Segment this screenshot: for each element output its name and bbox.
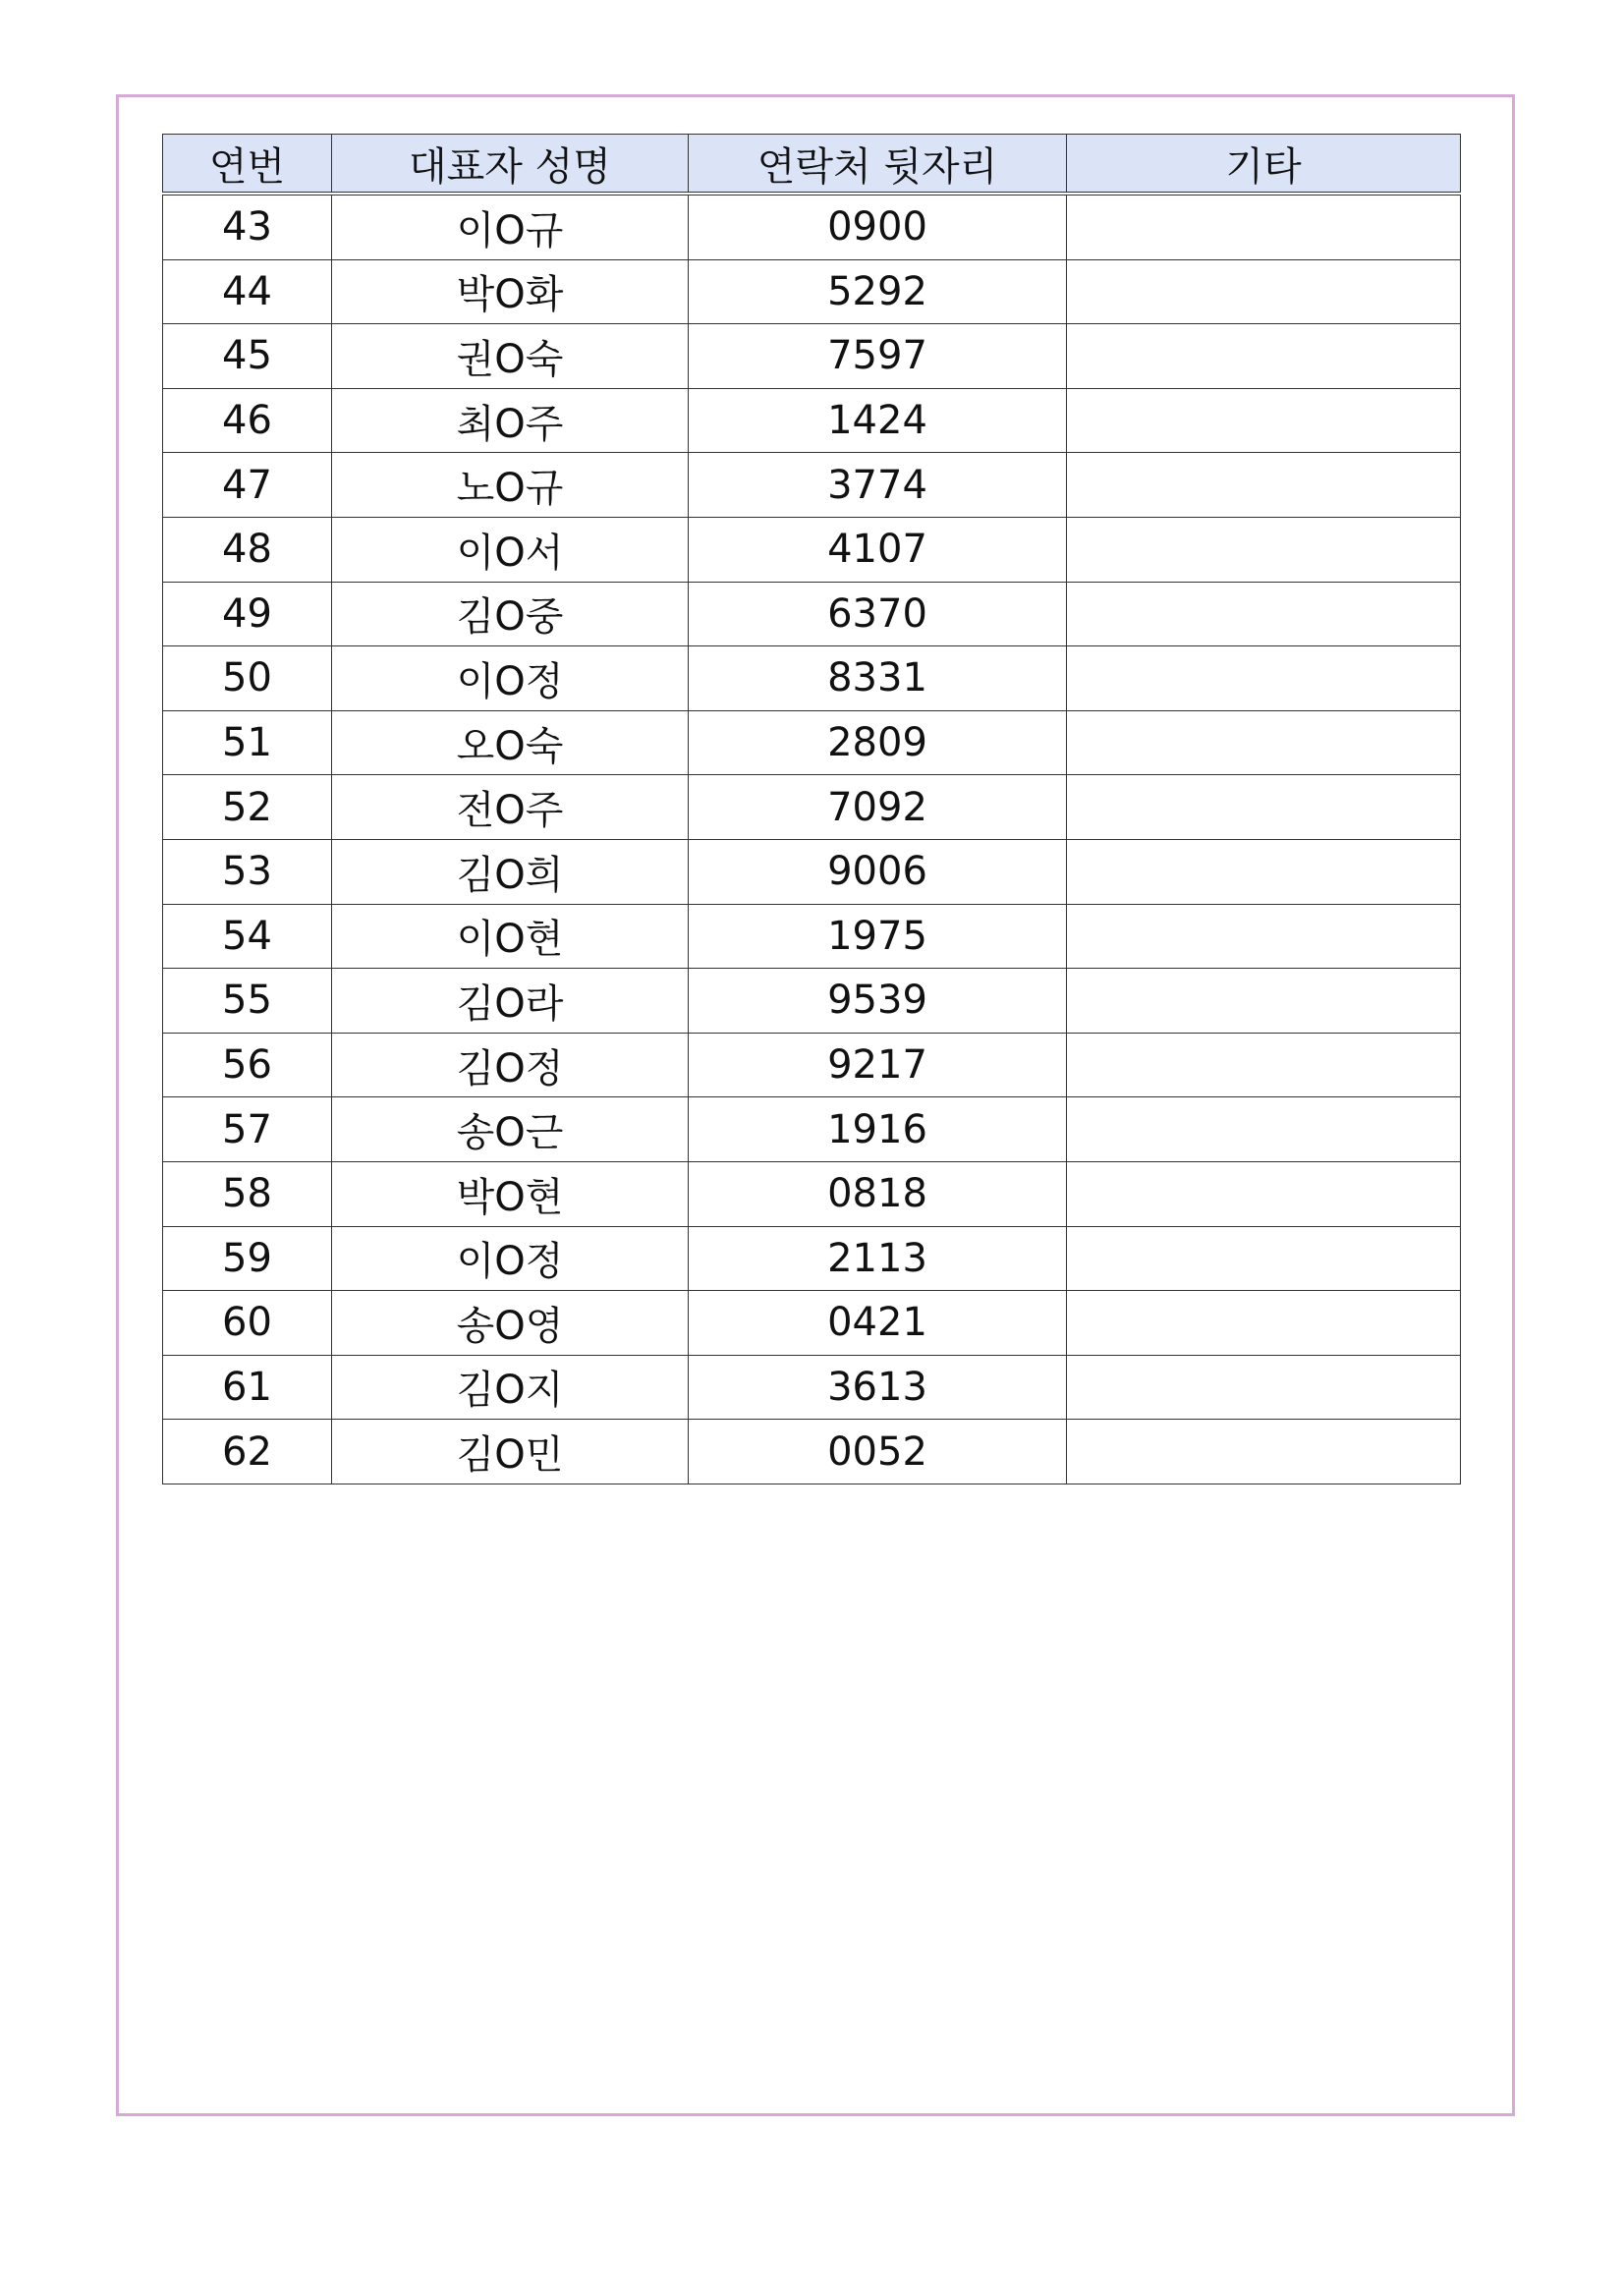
- table-row: [163, 1291, 1461, 1356]
- table-row: [163, 453, 1461, 518]
- table-row: [163, 839, 1461, 904]
- cell-etc: [1067, 710, 1461, 775]
- table-row: [163, 1420, 1461, 1484]
- cell-no: 47: [163, 453, 332, 518]
- cell-phone: 0900: [689, 194, 1067, 259]
- cell-no: 45: [163, 324, 332, 389]
- cell-no: 61: [163, 1355, 332, 1420]
- cell-no: 51: [163, 710, 332, 775]
- cell-no: 50: [163, 646, 332, 711]
- cell-etc: [1067, 1033, 1461, 1097]
- cell-no: 60: [163, 1291, 332, 1356]
- cell-etc: [1067, 259, 1461, 324]
- cell-name: 송O근: [332, 1097, 689, 1162]
- roster-table: [162, 134, 1461, 1484]
- cell-name: 김O중: [332, 582, 689, 646]
- cell-name: 오O숙: [332, 710, 689, 775]
- cell-no: 54: [163, 904, 332, 969]
- cell-phone: 0421: [689, 1291, 1067, 1356]
- cell-phone: 1916: [689, 1097, 1067, 1162]
- table-row: [163, 1355, 1461, 1420]
- cell-etc: [1067, 1355, 1461, 1420]
- cell-phone: 5292: [689, 259, 1067, 324]
- cell-etc: [1067, 1161, 1461, 1226]
- table-row: [163, 582, 1461, 646]
- cell-no: 52: [163, 775, 332, 840]
- table-row: [163, 1033, 1461, 1097]
- table-body: [163, 194, 1461, 1484]
- cell-name: 권O숙: [332, 324, 689, 389]
- table-row: [163, 1097, 1461, 1162]
- cell-no: 55: [163, 969, 332, 1034]
- table-row: [163, 324, 1461, 389]
- cell-phone: 7597: [689, 324, 1067, 389]
- cell-no: 58: [163, 1161, 332, 1226]
- cell-phone: 2113: [689, 1226, 1067, 1291]
- cell-phone: 0818: [689, 1161, 1067, 1226]
- cell-no: 57: [163, 1097, 332, 1162]
- cell-etc: [1067, 904, 1461, 969]
- table-row: [163, 710, 1461, 775]
- table-row: [163, 259, 1461, 324]
- cell-no: 49: [163, 582, 332, 646]
- cell-phone: 9217: [689, 1033, 1067, 1097]
- cell-name: 전O주: [332, 775, 689, 840]
- cell-name: 박O화: [332, 259, 689, 324]
- cell-name: 김O희: [332, 839, 689, 904]
- cell-name: 이O서: [332, 517, 689, 582]
- cell-etc: [1067, 1226, 1461, 1291]
- cell-etc: [1067, 969, 1461, 1034]
- table-row: [163, 904, 1461, 969]
- cell-etc: [1067, 775, 1461, 840]
- cell-no: 59: [163, 1226, 332, 1291]
- cell-name: 노O규: [332, 453, 689, 518]
- cell-phone: 6370: [689, 582, 1067, 646]
- cell-name: 박O현: [332, 1161, 689, 1226]
- cell-etc: [1067, 453, 1461, 518]
- table-row: [163, 1161, 1461, 1226]
- cell-name: 최O주: [332, 388, 689, 453]
- header-phone: 연락처 뒷자리: [689, 135, 1067, 195]
- cell-phone: 1975: [689, 904, 1067, 969]
- cell-etc: [1067, 324, 1461, 389]
- cell-no: 48: [163, 517, 332, 582]
- cell-phone: 4107: [689, 517, 1067, 582]
- cell-etc: [1067, 1291, 1461, 1356]
- table-header: [163, 135, 1461, 195]
- cell-name: 김O정: [332, 1033, 689, 1097]
- cell-phone: 9539: [689, 969, 1067, 1034]
- cell-phone: 9006: [689, 839, 1067, 904]
- cell-name: 이O정: [332, 646, 689, 711]
- cell-phone: 3774: [689, 453, 1067, 518]
- cell-etc: [1067, 1097, 1461, 1162]
- cell-no: 62: [163, 1420, 332, 1484]
- header-no: 연번: [163, 135, 332, 195]
- table-row: [163, 388, 1461, 453]
- cell-etc: [1067, 1420, 1461, 1484]
- cell-etc: [1067, 194, 1461, 259]
- cell-phone: 8331: [689, 646, 1067, 711]
- cell-no: 46: [163, 388, 332, 453]
- table-row: [163, 775, 1461, 840]
- cell-name: 이O정: [332, 1226, 689, 1291]
- cell-etc: [1067, 388, 1461, 453]
- table-row: [163, 194, 1461, 259]
- cell-phone: 2809: [689, 710, 1067, 775]
- cell-name: 김O민: [332, 1420, 689, 1484]
- cell-phone: 3613: [689, 1355, 1067, 1420]
- cell-name: 김O지: [332, 1355, 689, 1420]
- cell-phone: 1424: [689, 388, 1067, 453]
- cell-no: 44: [163, 259, 332, 324]
- cell-etc: [1067, 517, 1461, 582]
- header-etc: 기타: [1067, 135, 1461, 195]
- cell-name: 김O라: [332, 969, 689, 1034]
- header-name: 대표자 성명: [332, 135, 689, 195]
- cell-etc: [1067, 582, 1461, 646]
- cell-no: 43: [163, 194, 332, 259]
- cell-name: 이O현: [332, 904, 689, 969]
- cell-phone: 0052: [689, 1420, 1067, 1484]
- table-row: [163, 1226, 1461, 1291]
- table-row: [163, 646, 1461, 711]
- header-row: [163, 135, 1461, 195]
- table-row: [163, 517, 1461, 582]
- cell-etc: [1067, 646, 1461, 711]
- cell-name: 송O영: [332, 1291, 689, 1356]
- cell-etc: [1067, 839, 1461, 904]
- cell-name: 이O규: [332, 194, 689, 259]
- table-row: [163, 969, 1461, 1034]
- cell-no: 53: [163, 839, 332, 904]
- cell-phone: 7092: [689, 775, 1067, 840]
- cell-no: 56: [163, 1033, 332, 1097]
